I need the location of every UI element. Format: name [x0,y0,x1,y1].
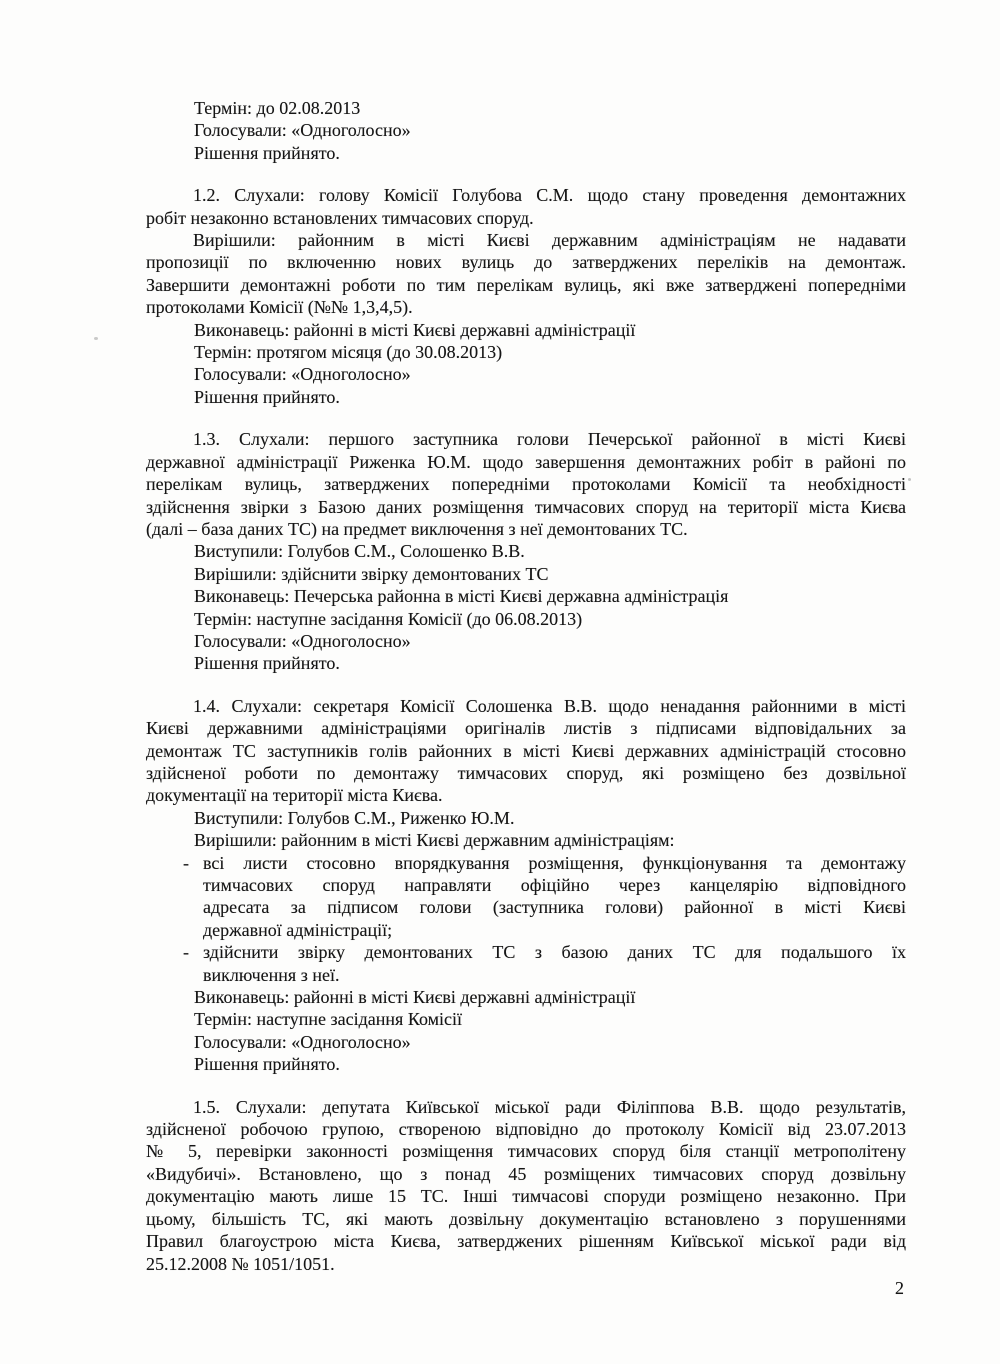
text-line: державної адміністрації Риженка Ю.М. щодо завершення демонтажних робіт в районі по [146,451,906,472]
executor-line: Виконавець: районні в місті Києві державні адміністрації [194,319,636,340]
decision-line: Рішення прийнято. [194,653,340,674]
term-line: Термін: наступне засідання Комісії [194,1009,462,1030]
decided-line: Вирішили: районним в місті Києві державним адміністраціям: [194,830,675,851]
text-line: документації на території міста Києва. [146,785,443,806]
text-line: № 5, перевірки законності розміщення тимчасових споруд біля станції метрополітену [146,1141,906,1162]
text-line: пропозиції по включенню нових вулиць до затверджених переліків на демонтаж. [146,252,906,273]
paragraph-heard [146,695,906,807]
paragraph-heard [146,1096,906,1275]
text-line: цьому, більшість ТС, які мають дозвільну документацію встановлено з порушеннями [146,1208,906,1229]
text-line: Правил благоустрою міста Києва, затверджених рішенням Київської міської ради від [146,1231,906,1252]
text-line: «Видубичі». Встановлено, що з понад 45 розміщених тимчасових споруд дозвільну [146,1163,906,1184]
list-dash-marker: - [183,852,189,873]
section-1-2 [146,184,906,408]
term-line: Термін: протягом місяця (до 30.08.2013) [194,342,503,363]
vote-line: Голосували: «Одноголосно» [194,120,411,141]
decision-line: Рішення прийнято. [194,1054,340,1075]
speakers-line: Виступили: Голубов С.М., Риженко Ю.М. [194,807,515,828]
text-line: Вирішили: районним в місті Києві державним адміністраціям не надавати [193,230,906,251]
text-line: адресата за підписом голови (заступника голови) районної в місті Києві [203,897,906,918]
decision-line: Рішення прийнято. [194,386,340,407]
vote-line: Голосували: «Одноголосно» [194,1031,411,1052]
term-line: Термін: до 02.08.2013 [194,98,361,118]
section-1-1-tail [146,97,906,164]
text-line: 1.5. Слухали: депутата Київської міської ради Філіппова В.В. щодо результатів, [193,1096,906,1117]
list-item-text [203,852,906,942]
list-item [146,941,906,986]
text-line: 25.12.2008 № 1051/1051. [146,1253,335,1274]
text-line: здійсненої роботи по демонтажу тимчасових споруд, які розміщено без дозвільної [146,762,906,783]
list-item-text [203,941,906,986]
text-line: документацію мають лише 15 ТС. Інші тимчасові споруди розміщено незаконно. При [146,1186,906,1207]
paragraph-heard [146,428,906,540]
list-dash-marker: - [183,942,189,963]
vote-line: Голосували: «Одноголосно» [194,630,411,651]
text-line: Завершити демонтажні роботи по тим перелікам вулиць, які вже затверджені попередніми [146,274,906,295]
document-body [146,97,906,1275]
section-1-4 [146,695,906,1076]
text-line: 1.4. Слухали: секретаря Комісії Солошенка В.В. щодо ненадання районними в місті [193,695,906,716]
speakers-line: Виступили: Голубов С.М., Солошенко В.В. [194,541,525,562]
text-line: здійснення звірки з Базою даних розміщення тимчасових споруд на території міста Києва [146,496,906,517]
text-line: 1.3. Слухали: першого заступника голови Печерської районної в місті Києві [193,429,906,450]
text-line: здійсненої робочою групою, створеною відповідно до протоколу Комісії від 23.07.2013 [146,1119,906,1140]
text-line: протоколами Комісії (№№ 1,3,4,5). [146,297,413,318]
text-line: 1.2. Слухали: голову Комісії Голубова С.М. щодо стану проведення демонтажних [193,185,906,206]
page-number: 2 [895,1278,904,1298]
text-line: тимчасових споруд направляти офіційно через канцелярію відповідного [203,875,906,895]
scan-speckle [94,337,98,340]
paragraph-heard [146,184,906,229]
text-line: виключення з неї. [203,964,340,985]
text-line: всі листи стосовно впорядкування розміщення, функціонування та демонтажу [203,852,906,873]
section-1-3 [146,428,906,674]
paragraph-decided [146,229,906,319]
executor-line: Виконавець: Печерська районна в місті Києві державна адміністрація [194,586,729,607]
text-line: державної адміністрації; [203,919,393,940]
vote-line: Голосували: «Одноголосно» [194,364,411,385]
section-1-5 [146,1096,906,1275]
text-line: робіт незаконно встановлених тимчасових споруд. [146,207,534,228]
list-item [146,852,906,942]
decided-line: Вирішили: здійснити звірку демонтованих ТС [194,563,549,584]
text-line: (далі – база даних ТС) на предмет виключення з неї демонтованих ТС. [146,518,688,539]
text-line: перелікам вулиць, затверджених попередніми протоколами Комісії та необхідності [146,474,906,495]
decision-line: Рішення прийнято. [194,142,340,163]
text-line: демонтаж ТС заступників голів районних в місті Києві державних адміністрацій стосовно [146,740,906,761]
text-line: Києві державними адміністраціями оригіналів листів з підписами відповідальних за [146,718,906,739]
executor-line: Виконавець: районні в місті Києві державні адміністрації [194,987,636,1008]
term-line: Термін: наступне засідання Комісії (до 06.08.2013) [194,608,583,629]
scan-speckle [908,478,911,481]
text-line: здійснити звірку демонтованих ТС з базою даних ТС для подальшого їх [203,942,906,963]
